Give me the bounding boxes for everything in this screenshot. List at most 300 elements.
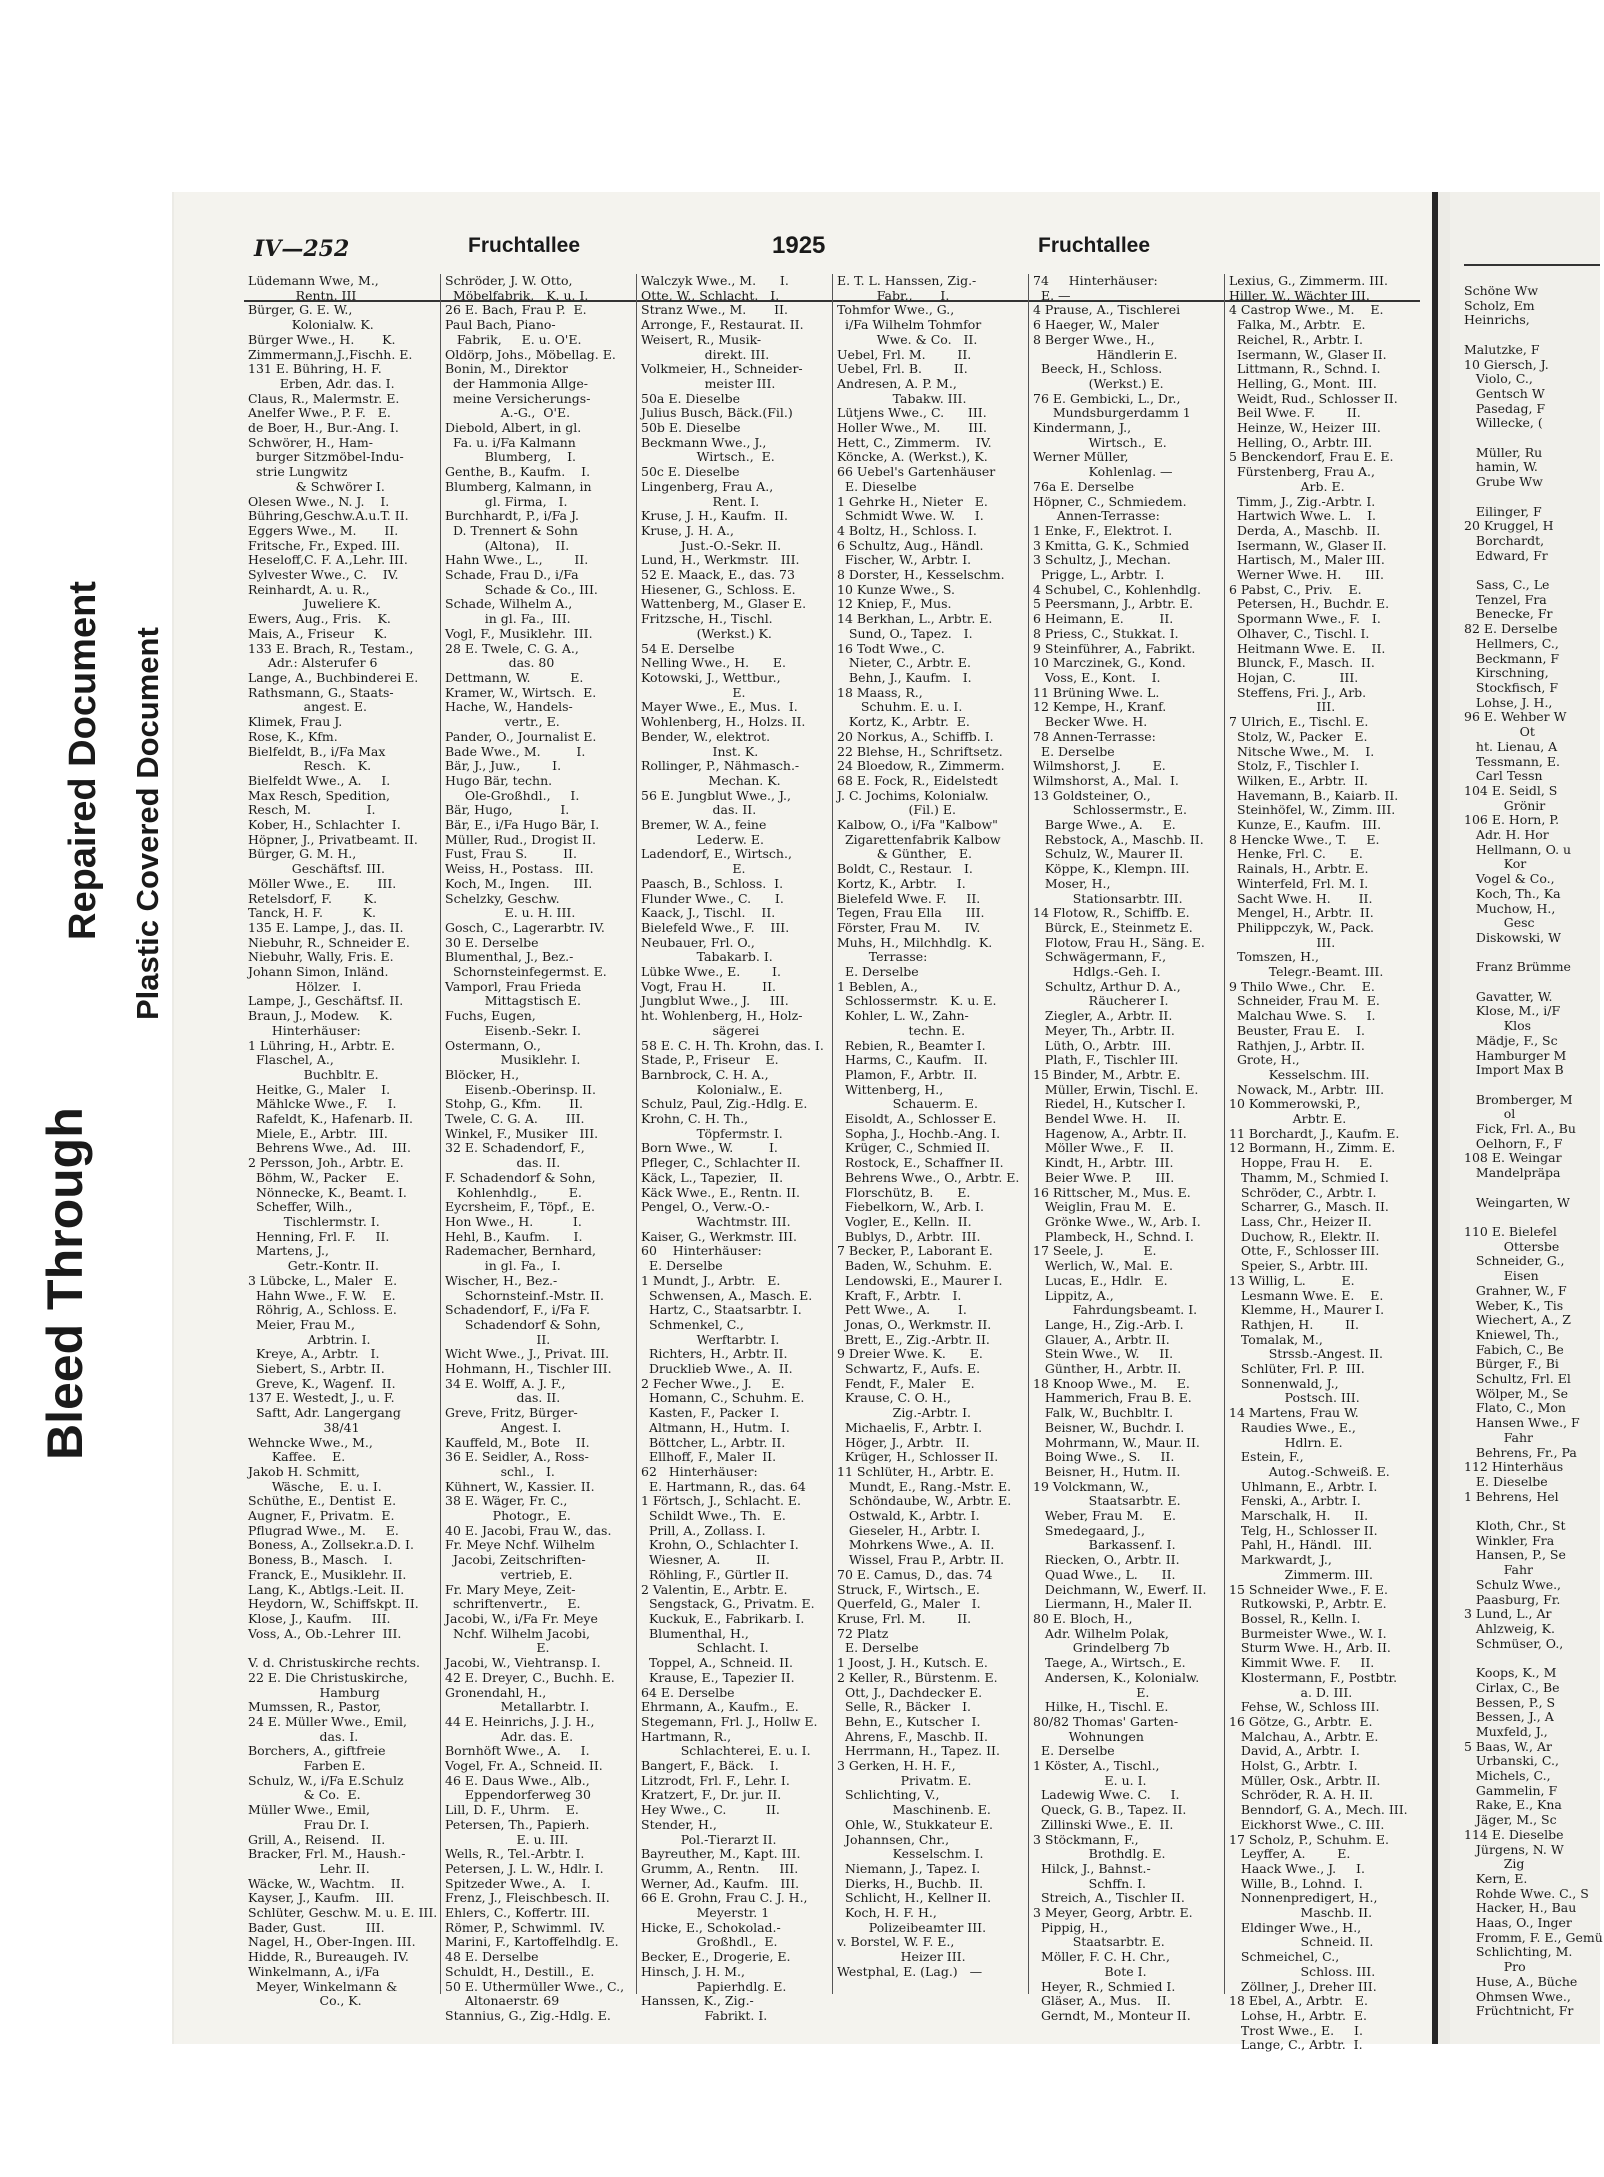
next-page-entry: Paasburg, Fr.: [1464, 1591, 1561, 1607]
directory-entry: 38 E. Wäger, Fr. C.,: [445, 1493, 568, 1509]
directory-entry: Otte, W., Schlacht. I.: [641, 287, 780, 303]
directory-entry: Bublys, D., Arbtr. III.: [837, 1228, 981, 1244]
directory-entry: 9 Thilo Wwe., Chr. E.: [1229, 978, 1375, 994]
directory-entry: Gerndt, M., Monteur II.: [1033, 2007, 1191, 2023]
directory-entry: Fabrik, E. u. O'E.: [445, 331, 582, 347]
directory-entry: Queck, G. B., Tapez. II.: [1033, 1802, 1187, 1818]
directory-entry: Paasch, B., Schloss. I.: [641, 875, 784, 891]
directory-entry: Plambeck, H., Schnd. I.: [1033, 1228, 1194, 1244]
directory-entry: 78 Annen-Terrasse:: [1033, 728, 1156, 744]
directory-entry: Rose, K., Kfm.: [248, 728, 338, 744]
directory-entry: Wwe. & Co. II.: [837, 331, 978, 347]
directory-entry: Nieter, C., Arbtr. E.: [837, 655, 971, 671]
next-page-entry: Carl Tessn: [1464, 768, 1543, 784]
directory-entry: Helling, G., Mont. III.: [1229, 375, 1377, 391]
directory-column: [440, 273, 634, 2023]
directory-entry: Sund, O., Tapez. I.: [837, 625, 973, 641]
next-page-entry: Haas, O., Inger: [1464, 1915, 1572, 1931]
next-page-entry: Winkler, Fra: [1464, 1532, 1555, 1548]
page-number: IV—252: [254, 236, 350, 262]
directory-entry: Klimek, Frau J.: [248, 714, 343, 730]
directory-entry: Winkel, F., Musiker III.: [445, 1125, 599, 1141]
directory-entry: Wissel, Frau P., Arbtr. II.: [837, 1552, 1005, 1568]
next-page-entry: Edward, Fr: [1464, 547, 1548, 563]
directory-entry: 1 Beblen, A.,: [837, 978, 918, 994]
next-page-entry: 114 E. Dieselbe: [1464, 1826, 1564, 1842]
directory-entry: (Werkst.) E.: [1033, 375, 1164, 391]
directory-entry: Wohlenberg, H., Holzs. II.: [641, 714, 806, 730]
directory-entry: 72 Platz: [837, 1625, 889, 1641]
directory-entry: Fenski, A., Arbtr. I.: [1229, 1493, 1361, 1509]
directory-entry: angest. E.: [248, 699, 368, 715]
directory-entry: 26 E. Bach, Frau P. E.: [445, 302, 587, 318]
directory-entry: 46 E. Daus Wwe., Alb.,: [445, 1772, 590, 1788]
directory-entry: Meyer, Winkelmann &: [248, 1978, 398, 1994]
directory-entry: Isermann, W., Glaser II.: [1229, 346, 1387, 362]
directory-entry: Käck, L., Tapezier, II.: [641, 1169, 784, 1185]
directory-entry: Mundsburgerdamm 1: [1033, 405, 1191, 421]
directory-entry: & Günther, E.: [837, 846, 972, 862]
next-page-entry: [1464, 563, 1604, 578]
next-page-entry: Schultz, Frl. El: [1464, 1371, 1571, 1387]
directory-entry: Bielefeld Wwe. F. II.: [837, 890, 981, 906]
directory-entry: Mohrmann, W., Maur. II.: [1033, 1434, 1200, 1450]
directory-entry: Flunder Wwe., C. I.: [641, 890, 784, 906]
directory-entry: Polizeibeamter III.: [837, 1919, 987, 1935]
next-page-entry: 20 Kruggel, H: [1464, 518, 1554, 534]
directory-entry: 48 E. Derselbe: [445, 1949, 539, 1965]
directory-entry: Staatsarbtr. E.: [1033, 1493, 1181, 1509]
directory-entry: Eickhorst Wwe., C. III.: [1229, 1816, 1385, 1832]
directory-entry: Krüger, H., Schlosser II.: [837, 1449, 999, 1465]
directory-entry: Helling, O., Arbtr. III.: [1229, 434, 1373, 450]
directory-entry: Möbelfabrik, K. u. I.: [445, 287, 589, 303]
next-page-entry: Kniewel, Th.,: [1464, 1326, 1560, 1342]
directory-entry: Plath, F., Tischler III.: [1033, 1052, 1179, 1068]
directory-entry: Bayreuther, M., Kapt. III.: [641, 1846, 801, 1862]
next-page-entry: Hamburger M: [1464, 1047, 1567, 1063]
directory-entry: der Hammonia Allge-: [445, 375, 588, 391]
next-page-entry: hamin, W.: [1464, 459, 1538, 475]
directory-entry: Schlichting, V.,: [837, 1787, 940, 1803]
directory-entry: Gieseler, H., Arbtr. I.: [837, 1522, 981, 1538]
directory-entry: Lange, A., Buchbinderei E.: [248, 669, 419, 685]
directory-entry: Zig.-Arbtr. I.: [837, 1405, 971, 1421]
directory-entry: Barge Wwe., A. E.: [1033, 817, 1176, 833]
repaired-document-label: Repaired Document: [62, 581, 104, 940]
next-page-entry: Früchtnicht, Fr: [1464, 2003, 1574, 2019]
directory-entry: Maschinenb. E.: [837, 1802, 991, 1818]
directory-entry: Retelsdorf, F. K.: [248, 890, 378, 906]
directory-entry: Müller, Osk., Arbtr. II.: [1229, 1772, 1381, 1788]
directory-entry: Petersen, Th., Papierh.: [445, 1816, 590, 1832]
directory-entry: Litzrodt, Frl. F., Lehr. I.: [641, 1772, 790, 1788]
directory-entry: Lampe, J., Geschäftsf. II.: [248, 993, 404, 1009]
directory-entry: Maschb. II.: [1229, 1905, 1373, 1921]
next-page-entry: ht. Lienau, A: [1464, 738, 1558, 754]
directory-entry: Jacobi, W., Viehtransp. I.: [445, 1655, 601, 1671]
directory-entry: Lüth, O., Arbtr. III.: [1033, 1037, 1172, 1053]
directory-entry: Fritzsche, H., Tischl.: [641, 611, 773, 627]
directory-entry: Fabrikt. I.: [641, 2007, 768, 2023]
directory-entry: Fehse, W., Schloss III.: [1229, 1699, 1380, 1715]
directory-entry: Rent. I.: [641, 493, 760, 509]
next-page-entry: Jäger, M., Sc: [1464, 1812, 1557, 1828]
directory-entry: Rafeldt, K., Hafenarb. II.: [248, 1111, 414, 1127]
directory-entry: Eisoldt, A., Schlosser E.: [837, 1111, 997, 1127]
directory-entry: Heyer, R., Schmied I.: [1033, 1978, 1176, 1994]
directory-entry: 44 E. Heinrichs, J. J. H.,: [445, 1713, 595, 1729]
directory-entry: Johann Simon, Inländ.: [248, 964, 389, 980]
directory-entry: 13 Willig, L. E.: [1229, 1272, 1355, 1288]
directory-entry: Bühring,Geschw.A.u.T. II.: [248, 508, 409, 524]
directory-entry: 80 E. Bloch, H.,: [1033, 1610, 1133, 1626]
directory-entry: Paul Bach, Piano-: [445, 317, 556, 333]
directory-entry: 9 Steinführer, A., Fabrikt.: [1033, 640, 1196, 656]
directory-entry: Olhaver, C., Tischl. I.: [1229, 625, 1370, 641]
directory-entry: Pett Wwe., A. I.: [837, 1302, 967, 1318]
directory-entry: Lesmann Wwe. E. E.: [1229, 1287, 1384, 1303]
directory-entry: Sylvester Wwe., C. IV.: [248, 567, 399, 583]
directory-entry: Buchbltr. E.: [248, 1066, 379, 1082]
directory-entry: Schmenkel, C.,: [641, 1316, 744, 1332]
directory-entry: Lucas, E., Hdlr. E.: [1033, 1272, 1168, 1288]
directory-entry: Müller, Erwin, Tischl. E.: [1033, 1081, 1199, 1097]
directory-entry: Blumenthal, J., Bez.-: [445, 949, 574, 965]
directory-entry: Taege, A., Wirtsch., E.: [1033, 1655, 1186, 1671]
directory-entry: Becker Wwe. H.: [1033, 714, 1148, 730]
directory-entry: & Schwörer I.: [248, 478, 385, 494]
directory-entry: Weber, Frau M. E.: [1033, 1508, 1176, 1524]
directory-entry: Koch, H. F. H.,: [837, 1905, 937, 1921]
directory-entry: Weisert, R., Musik-: [641, 331, 762, 347]
directory-entry: Muhs, H., Milchhdlg. K.: [837, 934, 993, 950]
directory-entry: Klostermann, F., Postbtr.: [1229, 1669, 1398, 1685]
directory-entry: Sonnenwald, J.,: [1229, 1375, 1339, 1391]
directory-entry: Mählcke Wwe., F. I.: [248, 1096, 397, 1112]
directory-entry: Barkassenf. I.: [1033, 1537, 1176, 1553]
directory-entry: Römer, P., Schwimml. IV.: [445, 1919, 606, 1935]
next-page-entry: Schneider, G.,: [1464, 1253, 1565, 1269]
directory-entry: in gl. Fa., I.: [445, 1258, 561, 1274]
directory-entry: Philippczyk, W., Pack.: [1229, 919, 1375, 935]
directory-entry: Ewers, Aug., Fris. K.: [248, 611, 391, 627]
directory-entry: Boness, B., Masch. I.: [248, 1552, 393, 1568]
plastic-covered-label: Plastic Covered Document: [130, 627, 165, 1020]
directory-entry: Timm, J., Zig.-Arbtr. I.: [1229, 493, 1376, 509]
directory-entry: Kolonialw. K.: [248, 317, 374, 333]
directory-entry: Kotowski, J., Wettbur.,: [641, 669, 781, 685]
directory-entry: Schade, Wilhelm A.,: [445, 596, 573, 612]
next-page-entry: Violo, C.,: [1464, 371, 1533, 387]
directory-entry: Smedegaard, J.,: [1033, 1522, 1145, 1538]
directory-entry: Fendt, F., Maler E.: [837, 1375, 975, 1391]
directory-entry: Eggers Wwe., M. II.: [248, 522, 399, 538]
directory-entry: Walczyk Wwe., M. I.: [641, 273, 789, 288]
next-page-entry: 104 E. Seidl, S: [1464, 782, 1558, 798]
directory-entry: Bremer, W. A., feine: [641, 817, 767, 833]
directory-entry: Hdlrn. E.: [1229, 1434, 1343, 1450]
directory-entry: Trost Wwe., E. I.: [1229, 2022, 1363, 2038]
directory-entry: Vamporl, Frau Frieda: [445, 978, 582, 994]
directory-entry: 18 Knoop Wwe., M. E.: [1033, 1375, 1190, 1391]
next-page-entry: Tessmann, E.: [1464, 753, 1560, 769]
directory-entry: Mayer Wwe., E., Mus. I.: [641, 699, 798, 715]
next-page-entry: Klose, M., i/F: [1464, 1003, 1561, 1019]
directory-entry: Stender, H.,: [641, 1816, 717, 1832]
next-page-entry: Bessen, P., S: [1464, 1694, 1556, 1710]
directory-entry: das. I.: [248, 1728, 359, 1744]
next-page-entry: 110 E. Bielefel: [1464, 1224, 1557, 1239]
directory-entry: Lingenberg, Frau A.,: [641, 478, 774, 494]
directory-entry: Siebert, S., Arbtr. II.: [248, 1361, 385, 1377]
directory-entry: Altmann, H., Hutm. I.: [641, 1419, 790, 1435]
directory-entry: E. —: [1033, 287, 1071, 303]
next-page-entry: Flato, C., Mon: [1464, 1400, 1566, 1416]
directory-entry: Johannsen, Chr.,: [837, 1831, 950, 1847]
directory-entry: Uebel, Frl. M. II.: [837, 346, 972, 362]
directory-entry: Ladewig Wwe. C. I.: [1033, 1787, 1180, 1803]
next-page-entry: [1464, 946, 1604, 961]
directory-entry: 2 Keller, R., Bürstenm. E.: [837, 1669, 998, 1685]
directory-entry: Hölzer. I.: [248, 978, 362, 994]
directory-entry: Estein, F.,: [1229, 1449, 1304, 1465]
directory-entry: Augner, F., Privatm. E.: [248, 1508, 395, 1524]
directory-entry: Schuhm. E. u. I.: [837, 699, 963, 715]
directory-entry: Petersen, H., Buchdr. E.: [1229, 596, 1390, 612]
next-page-entry: 10 Giersch, J.: [1464, 356, 1549, 372]
directory-entry: strie Lungwitz: [248, 464, 348, 480]
directory-entry: 8 Dorster, H., Kesselschm.: [837, 567, 1005, 583]
directory-entry: Altonaerstr. 69: [445, 1993, 560, 2009]
directory-entry: Steffens, Fri. J., Arb.: [1229, 684, 1367, 700]
directory-entry: Greve, K., Wagenf. II.: [248, 1375, 396, 1391]
directory-entry: sägerei: [641, 1022, 760, 1038]
directory-entry: Kratzert, F., Dr. jur. II.: [641, 1787, 782, 1803]
directory-entry: Duchow, R., Elektr. II.: [1229, 1228, 1380, 1244]
directory-entry: Meyer, Th., Arbtr. II.: [1033, 1022, 1175, 1038]
directory-entry: Brett, E., Zig.-Arbtr. II.: [837, 1331, 990, 1347]
next-page-entry: 82 E. Derselbe: [1464, 621, 1558, 637]
next-page-entry: Sass, C., Le: [1464, 577, 1550, 593]
directory-entry: Miele, E., Arbtr. III.: [248, 1125, 388, 1141]
directory-entry: Twele, C. G. A. III.: [445, 1111, 585, 1127]
directory-entry: Voss, A., Ob.-Lehrer III.: [248, 1625, 402, 1641]
directory-entry: Arb. E.: [1229, 478, 1345, 494]
directory-entry: 11 Schlüter, H., Arbtr. E.: [837, 1463, 995, 1479]
directory-entry: Nönnecke, K., Beamt. I.: [248, 1184, 407, 1200]
directory-entry: (Altona), II.: [445, 537, 570, 553]
directory-entry: Getr.-Kontr. II.: [248, 1258, 379, 1274]
directory-entry: Reichel, R., Arbtr. I.: [1229, 331, 1363, 347]
directory-entry: Schöndaube, W., Arbtr. E.: [837, 1493, 1012, 1509]
directory-entry: Raudies Wwe., E.,: [1229, 1419, 1356, 1435]
directory-entry: Kesselschm. I.: [837, 1846, 984, 1862]
directory-entry: Toppel, A., Schneid. II.: [641, 1655, 793, 1671]
directory-entry: 14 Martens, Frau W.: [1229, 1405, 1359, 1421]
directory-entry: Kimmit Wwe. F. II.: [1229, 1655, 1375, 1671]
directory-entry: burger Sitzmöbel-Indu-: [248, 449, 404, 465]
next-page-entry: Weber, K., Tis: [1464, 1297, 1564, 1313]
next-page-entry: Ohmsen Wwe.,: [1464, 1988, 1571, 2004]
directory-entry: Dettmann, W. E.: [445, 669, 584, 685]
next-page-entry: Kern, E.: [1464, 1870, 1528, 1886]
next-page-entry: Adr. H. Hor: [1464, 827, 1549, 843]
directory-entry: Derda, A., Maschb. II.: [1229, 522, 1381, 538]
directory-entry: 2 Valentin, E., Arbtr. E.: [641, 1581, 788, 1597]
directory-entry: Bär, J., Juw., I.: [445, 758, 562, 774]
directory-entry: Mechan. K.: [641, 772, 781, 788]
directory-entry: Hicke, E., Schokolad.-: [641, 1919, 781, 1935]
directory-entry: Möller Wwe., F. II.: [1033, 1140, 1174, 1156]
directory-entry: Schröder, C., Arbtr. I.: [1229, 1184, 1377, 1200]
directory-entry: Kramer, W., Wirtsch. E.: [445, 684, 597, 700]
directory-entry: 12 Kniep, F., Mus.: [837, 596, 952, 612]
directory-entry: Schmeichel, C.,: [1229, 1949, 1340, 1965]
directory-entry: 36 E. Seidler, A., Ross-: [445, 1449, 589, 1465]
directory-entry: 3 Meyer, Georg, Arbtr. E.: [1033, 1905, 1193, 1921]
directory-entry: Kesselschm. III.: [1229, 1066, 1370, 1082]
directory-entry: Andresen, A. P. M.,: [837, 375, 957, 391]
directory-entry: Holst, G., Arbtr. I.: [1229, 1758, 1358, 1774]
directory-entry: Stannius, G., Zig.-Hdlg. E.: [445, 2007, 611, 2023]
directory-entry: Hartisch, M., Maler III.: [1229, 552, 1385, 568]
directory-entry: Ehlers, C., Koffertr. III.: [445, 1905, 591, 1921]
directory-entry: Koch, M., Ingen. III.: [445, 875, 593, 891]
directory-entry: Oldörp, Johs., Möbellag. E.: [445, 346, 616, 362]
directory-entry: Bote I.: [1033, 1963, 1147, 1979]
directory-entry: Rademacher, Bernhard,: [445, 1243, 596, 1259]
next-page-entry: Pasedag, F: [1464, 400, 1546, 416]
next-page-entry: Fromm, F. E., Gemü: [1464, 1929, 1603, 1945]
next-page-entry: Hellmann, O. u: [1464, 841, 1572, 857]
directory-entry: Ellhoff, F., Maler II.: [641, 1449, 777, 1465]
directory-entry: 24 E. Müller Wwe., Emil,: [248, 1713, 407, 1729]
next-page-entry: Wölper, M., Se: [1464, 1385, 1569, 1401]
directory-entry: Wirtsch., E.: [1033, 434, 1167, 450]
directory-entry: Kohlenlag. —: [1033, 464, 1173, 480]
directory-entry: Baden, W., Schuhm. E.: [837, 1258, 993, 1274]
next-page-entry: Jürgens, N. W: [1464, 1841, 1564, 1857]
directory-entry: Farben E.: [248, 1758, 366, 1774]
directory-entry: Schneid. II.: [1229, 1934, 1374, 1950]
directory-entry: Vogl, F., Musiklehr. III.: [445, 625, 593, 641]
directory-entry: Lill, D. F., Uhrm. E.: [445, 1802, 579, 1818]
directory-entry: Adr. das. E.: [445, 1728, 574, 1744]
directory-entry: Schlachterei, E. u. I.: [641, 1743, 811, 1759]
next-page-entry: Heinrichs,: [1464, 312, 1530, 328]
directory-entry: Stolz, W., Packer E.: [1229, 728, 1368, 744]
directory-entry: Thamm, M., Schmied I.: [1229, 1169, 1389, 1185]
directory-entry: Richters, H., Arbtr. II.: [641, 1346, 788, 1362]
directory-entry: Beckmann Wwe., J.,: [641, 434, 767, 450]
directory-entry: Röhrig, A., Schloss. E.: [248, 1302, 397, 1318]
directory-entry: 2 Persson, Joh., Arbtr. E.: [248, 1155, 404, 1171]
next-page-entry: Grube Ww: [1464, 474, 1543, 490]
directory-entry: Tomalak, M.,: [1229, 1331, 1323, 1347]
directory-entry: 11 Borchardt, J., Kaufm. E.: [1229, 1125, 1400, 1141]
directory-entry: Heydorn, W., Schiffskpt. II.: [248, 1596, 419, 1612]
directory-entry: Behrens Wwe., O., Arbtr. E.: [837, 1169, 1020, 1185]
next-page-entry: Rake, E., Kna: [1464, 1797, 1562, 1813]
directory-entry: Hache, W., Handels-: [445, 699, 573, 715]
directory-entry: Fahrdungsbeamt. I.: [1033, 1302, 1198, 1318]
directory-entry: Kortz, K., Arbtr. I.: [837, 875, 966, 891]
street-heading-left: Fruchtallee: [468, 234, 581, 257]
directory-entry: Schlossermstr., E.: [1033, 802, 1187, 818]
directory-entry: Werlich, W., Mal. E.: [1033, 1258, 1173, 1274]
directory-entry: Plamon, F., Arbtr. II.: [837, 1066, 978, 1082]
directory-entry: Hohmann, H., Tischler III.: [445, 1361, 612, 1377]
directory-entry: Vogel, Fr. A., Schneid. II.: [445, 1758, 603, 1774]
next-page-entry: Ahlzweig, K.: [1464, 1620, 1555, 1636]
directory-entry: meister III.: [641, 375, 776, 391]
directory-entry: F. Schadendorf & Sohn,: [445, 1169, 596, 1185]
next-page-entry: [1464, 431, 1604, 446]
directory-entry: Schröder, R. A. H. II.: [1229, 1787, 1374, 1803]
directory-entry: Tabakarb. I.: [641, 949, 773, 965]
next-page-entry: Koops, K., M: [1464, 1665, 1557, 1681]
directory-entry: Fr. Meye Nchf. Wilhelm: [445, 1537, 595, 1553]
directory-entry: Florschütz, B. E.: [837, 1184, 971, 1200]
directory-entry: Kindt, H., Arbtr. III.: [1033, 1155, 1174, 1171]
directory-entry: 10 Marczinek, G., Kond.: [1033, 655, 1186, 671]
directory-entry: Fuchs, Eugen,: [445, 1008, 536, 1024]
directory-entry: 1 Joost, J. H., Kutsch. E.: [837, 1655, 988, 1671]
directory-entry: Krohn, C. H. Th.,: [641, 1111, 749, 1127]
directory-entry: Gosch, C., Lagerarbtr. IV.: [445, 919, 605, 935]
directory-entry: 1 Lühring, H., Arbtr. E.: [248, 1037, 395, 1053]
directory-entry: Pfleger, C., Schlachter II.: [641, 1155, 801, 1171]
directory-entry: 3 Kmitta, G. K., Schmied: [1033, 537, 1190, 553]
directory-entry: Hagenow, A., Arbtr. II.: [1033, 1125, 1187, 1141]
directory-entry: Jakob H. Schmitt,: [248, 1463, 360, 1479]
directory-entry: Werner, Ad., Kaufm. III.: [641, 1875, 800, 1891]
directory-entry: das. 80: [445, 655, 555, 671]
directory-entry: Zigarettenfabrik Kalbow: [837, 831, 1001, 847]
next-page-entry: Wiechert, A., Z: [1464, 1312, 1571, 1328]
next-page-entry: Mädje, F., Sc: [1464, 1032, 1558, 1048]
directory-entry: Weiss, H., Postass. III.: [445, 861, 594, 877]
directory-entry: Schffn. I.: [1033, 1875, 1147, 1891]
directory-entry: 28 E. Twele, C. G. A.,: [445, 640, 579, 656]
next-page-entry: 1 Behrens, Hel: [1464, 1488, 1559, 1504]
directory-entry: Behn, J., Kaufm. I.: [837, 669, 972, 685]
directory-entry: Hiller, W., Wächter III.: [1229, 287, 1370, 303]
next-page-entry: Mandelpräpa: [1464, 1165, 1561, 1181]
directory-entry: 2 Fecher Wwe., J. E.: [641, 1375, 785, 1391]
directory-entry: Falka, M., Arbtr. E.: [1229, 317, 1366, 333]
directory-entry: Co., K.: [248, 1993, 362, 2009]
directory-entry: Rathsmann, G., Staats-: [248, 684, 394, 700]
directory-entry: Boldt, C., Restaur. I.: [837, 861, 973, 877]
directory-entry: Lehr. II.: [248, 1860, 370, 1876]
directory-entry: Juweliere K.: [248, 596, 381, 612]
directory-entry: Jonas, O., Werkmstr. II.: [837, 1316, 992, 1332]
directory-entry: Boing Wwe., S. II.: [1033, 1449, 1175, 1465]
directory-entry: 8 Priess, C., Stukkat. I.: [1033, 625, 1179, 641]
next-page-entry: Import Max B: [1464, 1062, 1564, 1078]
next-page-entry: [1464, 1504, 1604, 1519]
directory-entry: Beuster, Frau E. I.: [1229, 1022, 1365, 1038]
directory-entry: Rentn. III: [248, 287, 357, 303]
directory-entry: Isermann, W., Glaser II.: [1229, 537, 1387, 553]
directory-entry: Schauerm. E.: [837, 1096, 979, 1112]
directory-entry: Bender, W., elektrot.: [641, 728, 771, 744]
directory-entry: Werner Müller,: [1033, 449, 1129, 465]
directory-entry: Jungblut Wwe., J. III.: [641, 993, 789, 1009]
next-page-entry: [1464, 1181, 1604, 1196]
